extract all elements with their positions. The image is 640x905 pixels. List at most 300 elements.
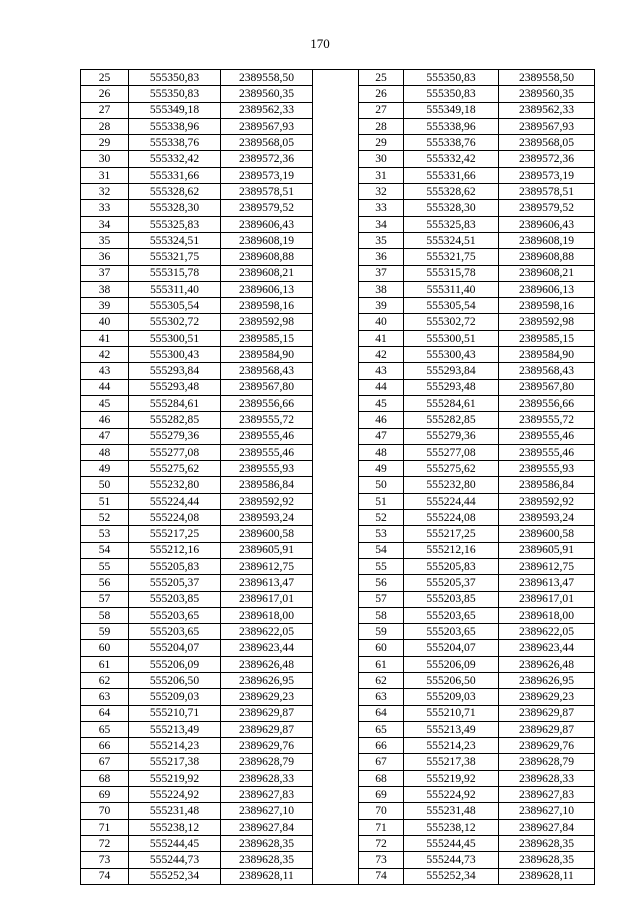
left-y-coordinate-cell: 2389605,91 <box>221 542 313 558</box>
column-separator <box>313 787 359 803</box>
table-row <box>81 835 595 851</box>
column-separator <box>313 347 359 363</box>
left-y-coordinate-cell: 2389608,19 <box>221 232 313 248</box>
left-x-coordinate-cell: 555282,85 <box>129 412 221 428</box>
left-x-coordinate-cell: 555210,71 <box>129 705 221 721</box>
right-point-number-cell: 73 <box>359 852 404 868</box>
left-x-coordinate-cell: 555204,07 <box>129 640 221 656</box>
left-x-coordinate-cell: 555311,40 <box>129 281 221 297</box>
right-y-coordinate-cell: 2389629,87 <box>499 721 595 737</box>
left-y-coordinate-cell: 2389622,05 <box>221 624 313 640</box>
column-separator <box>313 70 359 86</box>
right-point-number-cell: 45 <box>359 395 404 411</box>
left-x-coordinate-cell: 555212,16 <box>129 542 221 558</box>
left-x-coordinate-cell: 555203,65 <box>129 624 221 640</box>
left-point-number-cell: 30 <box>81 151 129 167</box>
left-point-number-cell: 70 <box>81 803 129 819</box>
right-y-coordinate-cell: 2389627,10 <box>499 803 595 819</box>
table-row <box>81 167 595 183</box>
right-y-coordinate-cell: 2389623,44 <box>499 640 595 656</box>
right-y-coordinate-cell: 2389579,52 <box>499 200 595 216</box>
right-x-coordinate-cell: 555277,08 <box>404 444 499 460</box>
table-row <box>81 770 595 786</box>
left-y-coordinate-cell: 2389626,95 <box>221 672 313 688</box>
right-point-number-cell: 71 <box>359 819 404 835</box>
left-x-coordinate-cell: 555244,73 <box>129 852 221 868</box>
left-x-coordinate-cell: 555203,65 <box>129 607 221 623</box>
column-separator <box>313 542 359 558</box>
left-x-coordinate-cell: 555252,34 <box>129 868 221 884</box>
right-point-number-cell: 26 <box>359 86 404 102</box>
left-x-coordinate-cell: 555331,66 <box>129 167 221 183</box>
left-x-coordinate-cell: 555300,51 <box>129 330 221 346</box>
left-y-coordinate-cell: 2389629,76 <box>221 738 313 754</box>
right-point-number-cell: 41 <box>359 330 404 346</box>
right-y-coordinate-cell: 2389606,13 <box>499 281 595 297</box>
right-y-coordinate-cell: 2389572,36 <box>499 151 595 167</box>
right-x-coordinate-cell: 555275,62 <box>404 461 499 477</box>
right-x-coordinate-cell: 555331,66 <box>404 167 499 183</box>
column-separator <box>313 444 359 460</box>
left-y-coordinate-cell: 2389628,35 <box>221 835 313 851</box>
left-y-coordinate-cell: 2389560,35 <box>221 86 313 102</box>
column-separator <box>313 363 359 379</box>
table-row <box>81 86 595 102</box>
column-separator <box>313 461 359 477</box>
left-x-coordinate-cell: 555275,62 <box>129 461 221 477</box>
table-row <box>81 347 595 363</box>
table-row <box>81 330 595 346</box>
left-point-number-cell: 67 <box>81 754 129 770</box>
left-x-coordinate-cell: 555284,61 <box>129 395 221 411</box>
right-x-coordinate-cell: 555203,85 <box>404 591 499 607</box>
right-x-coordinate-cell: 555214,23 <box>404 738 499 754</box>
right-point-number-cell: 31 <box>359 167 404 183</box>
table-row <box>81 542 595 558</box>
left-y-coordinate-cell: 2389628,79 <box>221 754 313 770</box>
left-point-number-cell: 63 <box>81 689 129 705</box>
right-point-number-cell: 52 <box>359 510 404 526</box>
right-x-coordinate-cell: 555217,25 <box>404 526 499 542</box>
right-point-number-cell: 62 <box>359 672 404 688</box>
left-point-number-cell: 69 <box>81 787 129 803</box>
left-x-coordinate-cell: 555325,83 <box>129 216 221 232</box>
left-x-coordinate-cell: 555217,25 <box>129 526 221 542</box>
table-row <box>81 184 595 200</box>
right-point-number-cell: 59 <box>359 624 404 640</box>
right-point-number-cell: 42 <box>359 347 404 363</box>
right-x-coordinate-cell: 555213,49 <box>404 721 499 737</box>
left-point-number-cell: 44 <box>81 379 129 395</box>
left-x-coordinate-cell: 555219,92 <box>129 770 221 786</box>
column-separator <box>313 868 359 884</box>
right-y-coordinate-cell: 2389608,19 <box>499 232 595 248</box>
table-row <box>81 738 595 754</box>
left-y-coordinate-cell: 2389555,72 <box>221 412 313 428</box>
left-point-number-cell: 74 <box>81 868 129 884</box>
left-point-number-cell: 64 <box>81 705 129 721</box>
table-row <box>81 102 595 118</box>
right-y-coordinate-cell: 2389567,80 <box>499 379 595 395</box>
table-row <box>81 249 595 265</box>
left-point-number-cell: 52 <box>81 510 129 526</box>
right-x-coordinate-cell: 555205,83 <box>404 558 499 574</box>
left-x-coordinate-cell: 555315,78 <box>129 265 221 281</box>
right-point-number-cell: 27 <box>359 102 404 118</box>
right-y-coordinate-cell: 2389560,35 <box>499 86 595 102</box>
left-x-coordinate-cell: 555224,08 <box>129 510 221 526</box>
right-x-coordinate-cell: 555315,78 <box>404 265 499 281</box>
right-point-number-cell: 25 <box>359 70 404 86</box>
column-separator <box>313 558 359 574</box>
left-x-coordinate-cell: 555293,48 <box>129 379 221 395</box>
left-y-coordinate-cell: 2389613,47 <box>221 575 313 591</box>
right-y-coordinate-cell: 2389555,72 <box>499 412 595 428</box>
column-separator <box>313 298 359 314</box>
right-x-coordinate-cell: 555206,09 <box>404 656 499 672</box>
left-y-coordinate-cell: 2389629,87 <box>221 705 313 721</box>
left-y-coordinate-cell: 2389628,35 <box>221 852 313 868</box>
right-x-coordinate-cell: 555300,51 <box>404 330 499 346</box>
left-point-number-cell: 29 <box>81 135 129 151</box>
right-y-coordinate-cell: 2389626,48 <box>499 656 595 672</box>
table-row <box>81 135 595 151</box>
right-y-coordinate-cell: 2389556,66 <box>499 395 595 411</box>
right-x-coordinate-cell: 555321,75 <box>404 249 499 265</box>
right-x-coordinate-cell: 555302,72 <box>404 314 499 330</box>
column-separator <box>313 738 359 754</box>
right-y-coordinate-cell: 2389558,50 <box>499 70 595 86</box>
right-x-coordinate-cell: 555305,54 <box>404 298 499 314</box>
right-x-coordinate-cell: 555293,48 <box>404 379 499 395</box>
left-y-coordinate-cell: 2389606,43 <box>221 216 313 232</box>
column-separator <box>313 314 359 330</box>
table-row <box>81 428 595 444</box>
table-row <box>81 444 595 460</box>
column-separator <box>313 330 359 346</box>
left-x-coordinate-cell: 555244,45 <box>129 835 221 851</box>
right-x-coordinate-cell: 555282,85 <box>404 412 499 428</box>
column-separator <box>313 493 359 509</box>
right-x-coordinate-cell: 555244,45 <box>404 835 499 851</box>
column-separator <box>313 135 359 151</box>
column-separator <box>313 835 359 851</box>
table-row <box>81 591 595 607</box>
left-y-coordinate-cell: 2389573,19 <box>221 167 313 183</box>
table-row <box>81 575 595 591</box>
right-y-coordinate-cell: 2389592,98 <box>499 314 595 330</box>
left-x-coordinate-cell: 555203,85 <box>129 591 221 607</box>
right-point-number-cell: 61 <box>359 656 404 672</box>
right-y-coordinate-cell: 2389627,84 <box>499 819 595 835</box>
left-x-coordinate-cell: 555279,36 <box>129 428 221 444</box>
right-x-coordinate-cell: 555224,08 <box>404 510 499 526</box>
right-point-number-cell: 30 <box>359 151 404 167</box>
left-x-coordinate-cell: 555205,37 <box>129 575 221 591</box>
left-point-number-cell: 41 <box>81 330 129 346</box>
left-x-coordinate-cell: 555300,43 <box>129 347 221 363</box>
left-y-coordinate-cell: 2389592,92 <box>221 493 313 509</box>
left-x-coordinate-cell: 555293,84 <box>129 363 221 379</box>
table-row <box>81 640 595 656</box>
left-y-coordinate-cell: 2389600,58 <box>221 526 313 542</box>
right-x-coordinate-cell: 555311,40 <box>404 281 499 297</box>
left-point-number-cell: 53 <box>81 526 129 542</box>
right-x-coordinate-cell: 555350,83 <box>404 86 499 102</box>
right-point-number-cell: 67 <box>359 754 404 770</box>
left-point-number-cell: 55 <box>81 558 129 574</box>
right-x-coordinate-cell: 555349,18 <box>404 102 499 118</box>
column-separator <box>313 167 359 183</box>
right-x-coordinate-cell: 555231,48 <box>404 803 499 819</box>
table-row <box>81 852 595 868</box>
right-point-number-cell: 36 <box>359 249 404 265</box>
right-x-coordinate-cell: 555203,65 <box>404 607 499 623</box>
right-point-number-cell: 37 <box>359 265 404 281</box>
column-separator <box>313 249 359 265</box>
right-point-number-cell: 60 <box>359 640 404 656</box>
table-row <box>81 363 595 379</box>
column-separator <box>313 477 359 493</box>
column-separator <box>313 118 359 134</box>
left-y-coordinate-cell: 2389608,21 <box>221 265 313 281</box>
left-y-coordinate-cell: 2389623,44 <box>221 640 313 656</box>
right-x-coordinate-cell: 555338,76 <box>404 135 499 151</box>
table-row <box>81 721 595 737</box>
left-y-coordinate-cell: 2389555,93 <box>221 461 313 477</box>
table-row <box>81 787 595 803</box>
right-y-coordinate-cell: 2389555,93 <box>499 461 595 477</box>
left-x-coordinate-cell: 555238,12 <box>129 819 221 835</box>
column-separator <box>313 265 359 281</box>
right-x-coordinate-cell: 555350,83 <box>404 70 499 86</box>
left-y-coordinate-cell: 2389612,75 <box>221 558 313 574</box>
right-x-coordinate-cell: 555219,92 <box>404 770 499 786</box>
right-y-coordinate-cell: 2389627,83 <box>499 787 595 803</box>
right-point-number-cell: 40 <box>359 314 404 330</box>
table-row <box>81 379 595 395</box>
left-y-coordinate-cell: 2389627,10 <box>221 803 313 819</box>
column-separator <box>313 216 359 232</box>
right-point-number-cell: 32 <box>359 184 404 200</box>
column-separator <box>313 754 359 770</box>
right-x-coordinate-cell: 555224,92 <box>404 787 499 803</box>
right-x-coordinate-cell: 555338,96 <box>404 118 499 134</box>
table-row <box>81 819 595 835</box>
right-x-coordinate-cell: 555238,12 <box>404 819 499 835</box>
column-separator <box>313 689 359 705</box>
left-y-coordinate-cell: 2389578,51 <box>221 184 313 200</box>
right-point-number-cell: 47 <box>359 428 404 444</box>
left-point-number-cell: 34 <box>81 216 129 232</box>
left-y-coordinate-cell: 2389555,46 <box>221 428 313 444</box>
right-x-coordinate-cell: 555279,36 <box>404 428 499 444</box>
left-x-coordinate-cell: 555328,62 <box>129 184 221 200</box>
column-separator <box>313 640 359 656</box>
right-y-coordinate-cell: 2389593,24 <box>499 510 595 526</box>
left-point-number-cell: 42 <box>81 347 129 363</box>
column-separator <box>313 184 359 200</box>
right-x-coordinate-cell: 555252,34 <box>404 868 499 884</box>
right-y-coordinate-cell: 2389584,90 <box>499 347 595 363</box>
right-point-number-cell: 65 <box>359 721 404 737</box>
right-y-coordinate-cell: 2389608,88 <box>499 249 595 265</box>
right-y-coordinate-cell: 2389568,43 <box>499 363 595 379</box>
column-separator <box>313 526 359 542</box>
right-y-coordinate-cell: 2389613,47 <box>499 575 595 591</box>
left-point-number-cell: 32 <box>81 184 129 200</box>
table-row <box>81 232 595 248</box>
table-row <box>81 493 595 509</box>
left-y-coordinate-cell: 2389627,83 <box>221 787 313 803</box>
left-y-coordinate-cell: 2389628,11 <box>221 868 313 884</box>
left-y-coordinate-cell: 2389584,90 <box>221 347 313 363</box>
table-row <box>81 298 595 314</box>
left-point-number-cell: 60 <box>81 640 129 656</box>
left-x-coordinate-cell: 555206,09 <box>129 656 221 672</box>
right-point-number-cell: 56 <box>359 575 404 591</box>
right-x-coordinate-cell: 555210,71 <box>404 705 499 721</box>
right-point-number-cell: 33 <box>359 200 404 216</box>
column-separator <box>313 232 359 248</box>
right-point-number-cell: 55 <box>359 558 404 574</box>
left-y-coordinate-cell: 2389567,93 <box>221 118 313 134</box>
right-y-coordinate-cell: 2389585,15 <box>499 330 595 346</box>
table-row <box>81 314 595 330</box>
right-y-coordinate-cell: 2389555,46 <box>499 428 595 444</box>
table-row <box>81 607 595 623</box>
right-point-number-cell: 35 <box>359 232 404 248</box>
left-y-coordinate-cell: 2389562,33 <box>221 102 313 118</box>
left-y-coordinate-cell: 2389558,50 <box>221 70 313 86</box>
right-x-coordinate-cell: 555325,83 <box>404 216 499 232</box>
table-row <box>81 461 595 477</box>
column-separator <box>313 281 359 297</box>
right-point-number-cell: 53 <box>359 526 404 542</box>
left-point-number-cell: 25 <box>81 70 129 86</box>
left-x-coordinate-cell: 555338,76 <box>129 135 221 151</box>
table-row <box>81 705 595 721</box>
table-row <box>81 70 595 86</box>
right-point-number-cell: 43 <box>359 363 404 379</box>
left-point-number-cell: 48 <box>81 444 129 460</box>
right-y-coordinate-cell: 2389628,35 <box>499 852 595 868</box>
left-y-coordinate-cell: 2389567,80 <box>221 379 313 395</box>
right-point-number-cell: 54 <box>359 542 404 558</box>
table-row <box>81 412 595 428</box>
column-separator <box>313 395 359 411</box>
table-row <box>81 656 595 672</box>
left-point-number-cell: 46 <box>81 412 129 428</box>
right-x-coordinate-cell: 555224,44 <box>404 493 499 509</box>
right-y-coordinate-cell: 2389568,05 <box>499 135 595 151</box>
column-separator <box>313 656 359 672</box>
left-point-number-cell: 47 <box>81 428 129 444</box>
column-separator <box>313 803 359 819</box>
column-separator <box>313 102 359 118</box>
right-y-coordinate-cell: 2389628,79 <box>499 754 595 770</box>
column-separator <box>313 624 359 640</box>
left-x-coordinate-cell: 555217,38 <box>129 754 221 770</box>
left-point-number-cell: 62 <box>81 672 129 688</box>
left-point-number-cell: 66 <box>81 738 129 754</box>
right-y-coordinate-cell: 2389608,21 <box>499 265 595 281</box>
left-y-coordinate-cell: 2389572,36 <box>221 151 313 167</box>
left-point-number-cell: 37 <box>81 265 129 281</box>
left-x-coordinate-cell: 555350,83 <box>129 86 221 102</box>
left-point-number-cell: 49 <box>81 461 129 477</box>
left-y-coordinate-cell: 2389629,23 <box>221 689 313 705</box>
right-point-number-cell: 28 <box>359 118 404 134</box>
right-point-number-cell: 39 <box>359 298 404 314</box>
left-point-number-cell: 50 <box>81 477 129 493</box>
left-point-number-cell: 58 <box>81 607 129 623</box>
right-point-number-cell: 48 <box>359 444 404 460</box>
left-x-coordinate-cell: 555350,83 <box>129 70 221 86</box>
right-x-coordinate-cell: 555232,80 <box>404 477 499 493</box>
left-x-coordinate-cell: 555338,96 <box>129 118 221 134</box>
right-point-number-cell: 74 <box>359 868 404 884</box>
column-separator <box>313 151 359 167</box>
column-separator <box>313 721 359 737</box>
left-y-coordinate-cell: 2389626,48 <box>221 656 313 672</box>
left-x-coordinate-cell: 555205,83 <box>129 558 221 574</box>
table-row <box>81 754 595 770</box>
column-separator <box>313 428 359 444</box>
column-separator <box>313 510 359 526</box>
left-y-coordinate-cell: 2389586,84 <box>221 477 313 493</box>
left-x-coordinate-cell: 555305,54 <box>129 298 221 314</box>
left-x-coordinate-cell: 555321,75 <box>129 249 221 265</box>
left-point-number-cell: 45 <box>81 395 129 411</box>
right-point-number-cell: 34 <box>359 216 404 232</box>
coordinates-table-body <box>81 70 595 885</box>
left-y-coordinate-cell: 2389627,84 <box>221 819 313 835</box>
table-row <box>81 477 595 493</box>
table-row <box>81 200 595 216</box>
left-y-coordinate-cell: 2389629,87 <box>221 721 313 737</box>
table-row <box>81 803 595 819</box>
left-y-coordinate-cell: 2389555,46 <box>221 444 313 460</box>
left-y-coordinate-cell: 2389568,43 <box>221 363 313 379</box>
right-x-coordinate-cell: 555328,62 <box>404 184 499 200</box>
left-y-coordinate-cell: 2389618,00 <box>221 607 313 623</box>
column-separator <box>313 819 359 835</box>
right-x-coordinate-cell: 555217,38 <box>404 754 499 770</box>
left-y-coordinate-cell: 2389579,52 <box>221 200 313 216</box>
left-y-coordinate-cell: 2389556,66 <box>221 395 313 411</box>
left-point-number-cell: 51 <box>81 493 129 509</box>
right-y-coordinate-cell: 2389586,84 <box>499 477 595 493</box>
left-point-number-cell: 68 <box>81 770 129 786</box>
left-x-coordinate-cell: 555332,42 <box>129 151 221 167</box>
left-x-coordinate-cell: 555328,30 <box>129 200 221 216</box>
left-x-coordinate-cell: 555206,50 <box>129 672 221 688</box>
left-point-number-cell: 31 <box>81 167 129 183</box>
left-x-coordinate-cell: 555214,23 <box>129 738 221 754</box>
column-separator <box>313 607 359 623</box>
column-separator <box>313 770 359 786</box>
coordinates-table <box>80 69 595 885</box>
left-x-coordinate-cell: 555232,80 <box>129 477 221 493</box>
table-row <box>81 624 595 640</box>
left-point-number-cell: 33 <box>81 200 129 216</box>
table-row <box>81 510 595 526</box>
right-point-number-cell: 58 <box>359 607 404 623</box>
right-x-coordinate-cell: 555244,73 <box>404 852 499 868</box>
right-y-coordinate-cell: 2389600,58 <box>499 526 595 542</box>
left-y-coordinate-cell: 2389593,24 <box>221 510 313 526</box>
